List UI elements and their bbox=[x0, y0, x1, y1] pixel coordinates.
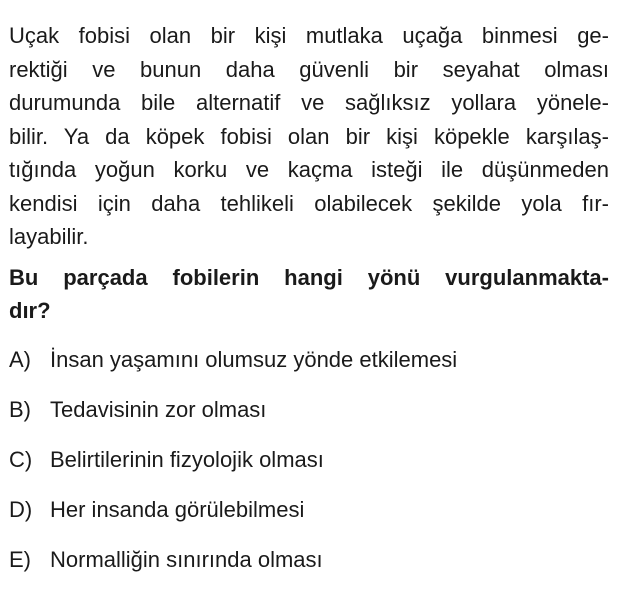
passage-line: Uçak fobisi olan bir kişi mutlaka uçağa binmesi ge- bbox=[9, 23, 609, 48]
passage-line: layabilir. bbox=[9, 224, 89, 249]
passage-line: rektiği ve bunun daha güvenli bir seyahat olması bbox=[9, 56, 609, 82]
answer-options bbox=[9, 343, 609, 593]
question-stem bbox=[9, 261, 609, 328]
option-c[interactable] bbox=[9, 443, 609, 493]
option-letter: C) bbox=[9, 446, 33, 472]
option-letter: E) bbox=[9, 546, 31, 572]
option-text: Her insanda görülebilmesi bbox=[50, 496, 305, 522]
option-letter: B) bbox=[9, 396, 31, 422]
question-stem-line: dır? bbox=[9, 298, 51, 323]
option-text: Belirtilerinin fizyolojik olması bbox=[50, 446, 324, 472]
question-stem-line: Bu parçada fobilerin hangi yönü vurgulanmakta- bbox=[9, 264, 609, 290]
option-text: İnsan yaşamını olumsuz yönde etkilemesi bbox=[50, 346, 458, 372]
option-letter: D) bbox=[9, 496, 33, 522]
passage-text bbox=[9, 19, 609, 254]
option-text: Normalliğin sınırında olması bbox=[50, 546, 323, 572]
option-e[interactable] bbox=[9, 543, 609, 593]
passage-line: kendisi için daha tehlikeli olabilecek şekilde yola fır- bbox=[9, 190, 609, 216]
option-b[interactable] bbox=[9, 393, 609, 443]
option-letter: A) bbox=[9, 346, 31, 372]
option-a[interactable] bbox=[9, 343, 609, 393]
option-text: Tedavisinin zor olması bbox=[50, 396, 267, 422]
option-d[interactable] bbox=[9, 493, 609, 543]
passage-line: bilir. Ya da köpek fobisi olan bir kişi köpekle karşılaş- bbox=[9, 123, 609, 149]
passage-line: tığında yoğun korku ve kaçma isteği ile düşünmeden bbox=[9, 157, 609, 182]
passage-line: durumunda bile alternatif ve sağlıksız yollara yönele- bbox=[9, 90, 609, 115]
question-block bbox=[9, 19, 609, 593]
